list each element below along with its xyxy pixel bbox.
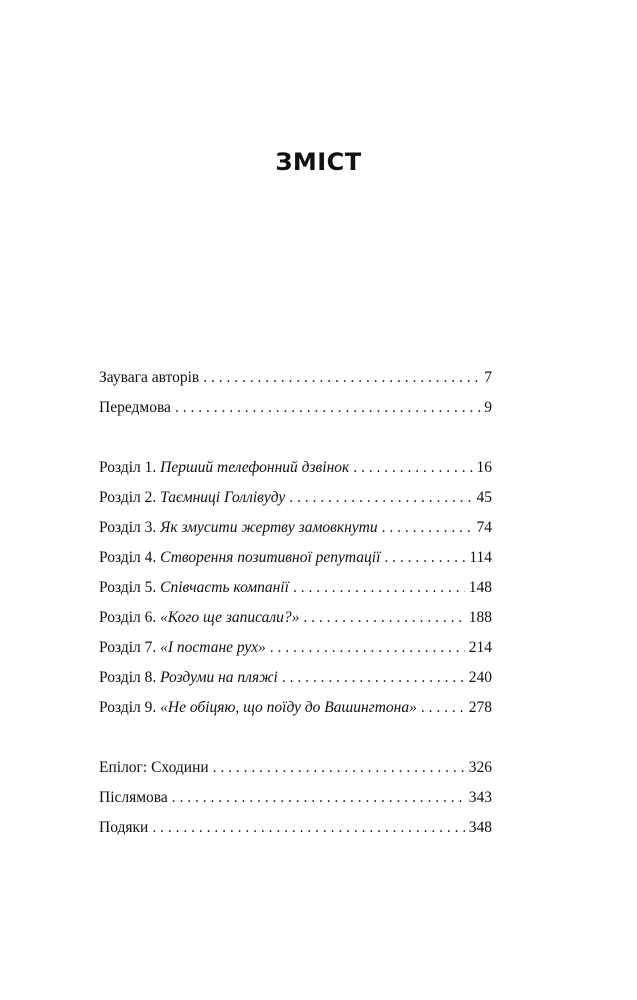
dot-leader [282,667,465,689]
toc-entry-chapter-title: «Кого ще записали?» [160,609,300,626]
dot-leader [384,547,465,569]
toc-entry-chapter-title: Таємниці Голлівуду [160,489,286,506]
toc-entry-page-number: 188 [468,609,492,626]
toc-entry-page-number: 278 [468,699,492,716]
dot-leader [152,817,464,839]
toc-entry[interactable] [99,577,492,607]
toc-entry[interactable] [99,487,492,517]
toc-entry-prefix: Розділ 6. [99,609,161,626]
toc-entry-title [99,397,171,419]
dot-leader [270,637,465,659]
toc-entry-page-number: 326 [468,759,492,776]
toc-entry[interactable] [99,517,492,547]
toc-entry-page-number: 74 [476,519,492,536]
toc-entry[interactable] [99,697,492,727]
toc-entry-prefix: Епілог: Сходини [99,759,209,776]
toc-entry-prefix: Післямова [99,789,168,806]
toc-entry-prefix: Розділ 4. [99,549,161,566]
dot-leader [353,457,472,479]
toc-entry[interactable] [99,397,492,427]
toc-entry-chapter-title: «І постане рух» [160,639,266,656]
toc-entry-title [99,607,299,629]
dot-leader [382,517,473,539]
toc-entry-title [99,637,266,659]
toc-entry[interactable] [99,367,492,397]
section-gap [99,427,492,457]
toc-entry[interactable] [99,787,492,817]
dot-leader [203,367,480,389]
toc-entry[interactable] [99,547,492,577]
toc-entry[interactable] [99,667,492,697]
toc-entry[interactable] [99,637,492,667]
toc-entry-prefix: Подяки [99,819,149,836]
toc-entry-prefix: Розділ 2. [99,489,161,506]
toc-entry-chapter-title: Як змусити жертву замовкнути [160,519,378,536]
table-of-contents [99,367,492,847]
toc-entry-page-number: 114 [469,549,492,566]
toc-entry-page-number: 45 [476,489,492,506]
toc-entry[interactable] [99,817,492,847]
toc-entry-title [99,697,417,719]
toc-entry[interactable] [99,457,492,487]
toc-entry-title [99,487,285,509]
toc-entry-prefix: Заувага авторів [99,369,200,386]
toc-entry-prefix: Розділ 5. [99,579,161,596]
toc-entry-prefix: Розділ 3. [99,519,161,536]
toc-entry-page-number: 214 [468,639,492,656]
toc-entry-title [99,517,378,539]
toc-entry-page-number: 348 [468,819,492,836]
toc-entry-title [99,787,168,809]
toc-entry-page-number: 343 [468,789,492,806]
toc-entry-chapter-title: «Не обіцяю, що поїду до Вашингтона» [160,699,417,716]
toc-entry-title [99,547,380,569]
dot-leader [175,397,480,419]
dot-leader [421,697,465,719]
dot-leader [213,757,465,779]
toc-entry-page-number: 9 [484,399,492,416]
page-title: ЗМІСТ [275,148,362,176]
toc-entry[interactable] [99,757,492,787]
toc-entry-prefix: Розділ 7. [99,639,161,656]
toc-entry-page-number: 240 [468,669,492,686]
toc-entry-page-number: 7 [484,369,492,386]
toc-entry-prefix: Розділ 1. [99,459,161,476]
toc-entry-title [99,577,289,599]
dot-leader [289,487,472,509]
toc-entry-title [99,667,278,689]
toc-entry-page-number: 148 [468,579,492,596]
toc-entry-title [99,757,209,779]
toc-entry-title [99,367,199,389]
dot-leader [293,577,465,599]
toc-entry-chapter-title: Роздуми на пляжі [160,669,278,686]
toc-entry[interactable] [99,607,492,637]
toc-entry-title [99,457,349,479]
section-gap [99,727,492,757]
toc-entry-chapter-title: Створення позитивної репутації [160,549,381,566]
toc-entry-prefix: Розділ 8. [99,669,161,686]
toc-entry-chapter-title: Перший телефонний дзвінок [160,459,350,476]
toc-entry-prefix: Розділ 9. [99,699,161,716]
toc-entry-chapter-title: Співчасть компанії [160,579,289,596]
toc-entry-title [99,817,148,839]
dot-leader [172,787,465,809]
toc-entry-page-number: 16 [476,459,492,476]
dot-leader [303,607,464,629]
toc-entry-prefix: Передмова [99,399,171,416]
